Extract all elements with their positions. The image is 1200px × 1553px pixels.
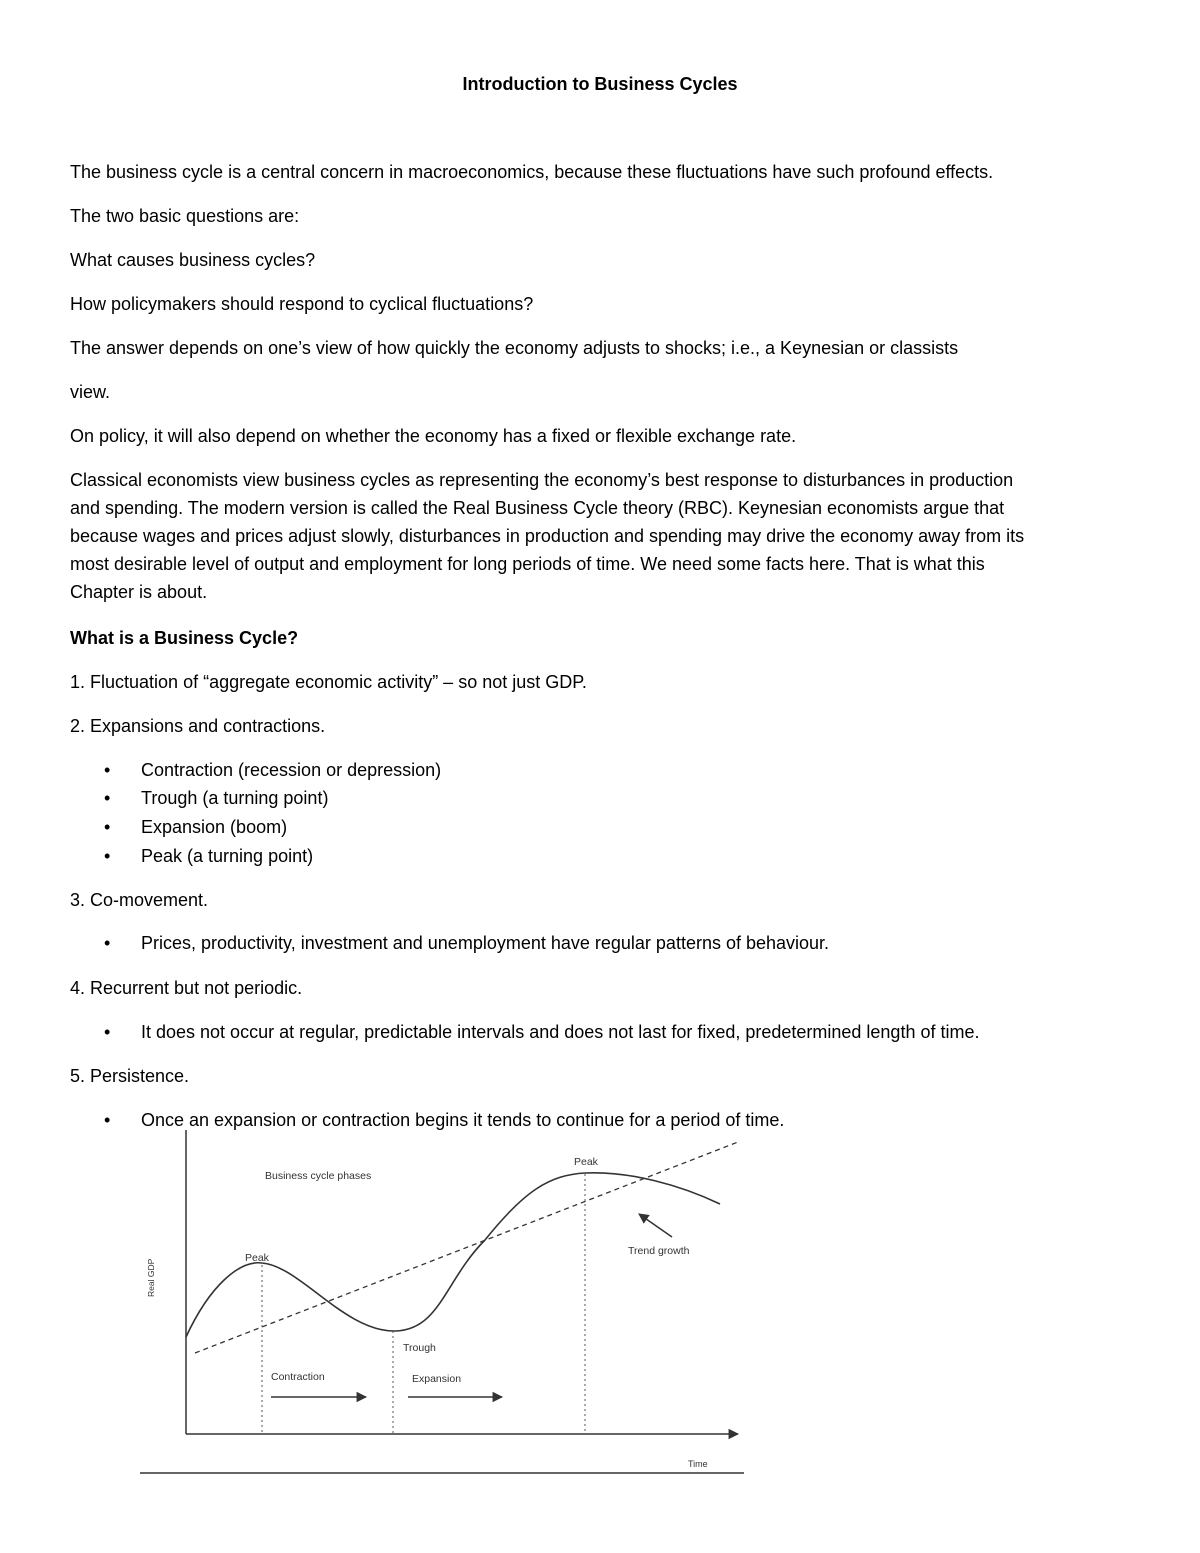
question-causes: What causes business cycles? (70, 250, 316, 270)
bullet-text: Prices, productivity, investment and unemployment have regular patterns of behaviour. (141, 933, 830, 953)
trend-arrow (639, 1214, 672, 1237)
business-cycle-diagram (140, 1130, 750, 1475)
bullet-glyph: • (104, 760, 111, 780)
bullet-text: Peak (a turning point) (141, 846, 314, 866)
expansion-label: Expansion (412, 1373, 462, 1385)
contraction-label: Contraction (271, 1371, 325, 1383)
bullet-glyph: • (104, 846, 111, 866)
y-axis-label: Real GDP (146, 1258, 156, 1297)
bullet-glyph: • (104, 933, 111, 953)
paragraph-questions: The two basic questions are: (70, 206, 300, 226)
bullet-text: Contraction (recession or depression) (141, 760, 442, 780)
trend-label: Trend growth (628, 1245, 690, 1257)
bullet-glyph: • (104, 788, 111, 808)
paragraph-line: most desirable level of output and employment for long periods of time. We need some facts here. That is what this (70, 554, 985, 574)
paragraph-line: and spending. The modern version is called the Real Business Cycle theory (RBC). Keynesian economists argue that (70, 498, 1005, 518)
question-policy: How policymakers should respond to cyclical fluctuations? (70, 294, 534, 314)
figure-title: Business cycle phases (265, 1170, 372, 1182)
peak1-label: Peak (245, 1252, 269, 1264)
peak2-label: Peak (574, 1156, 598, 1168)
paragraph-line: because wages and prices adjust slowly, disturbances in production and spending may drive the economy away from its (70, 526, 1025, 546)
list-item: 5. Persistence. (70, 1066, 190, 1086)
bullet-text: Expansion (boom) (141, 817, 288, 837)
page-title: Introduction to Business Cycles (462, 74, 738, 94)
paragraph-answer-cont: view. (70, 382, 111, 402)
bullet-text: Trough (a turning point) (141, 788, 329, 808)
business-cycle-figure (140, 1130, 750, 1475)
paragraph-line: Chapter is about. (70, 582, 208, 602)
section-heading: What is a Business Cycle? (70, 628, 299, 648)
list-item: 1. Fluctuation of “aggregate economic activity” – so not just GDP. (70, 672, 587, 692)
bullet-glyph: • (104, 1022, 111, 1042)
list-item: 4. Recurrent but not periodic. (70, 978, 303, 998)
list-item: 3. Co-movement. (70, 890, 209, 910)
paragraph-answer: The answer depends on one’s view of how quickly the economy adjusts to shocks; i.e., a Keynesian or classists (70, 338, 959, 358)
paragraph-line: Classical economists view business cycles as representing the economy’s best response to disturbances in production (70, 470, 1014, 490)
trough-label: Trough (403, 1342, 436, 1354)
paragraph-intro: The business cycle is a central concern in macroeconomics, because these fluctuations have such profound effects. (70, 162, 994, 182)
paragraph-classical (70, 466, 1130, 606)
bullet-text: It does not occur at regular, predictable intervals and does not last for fixed, predetermined length of time. (141, 1022, 980, 1042)
list-item: 2. Expansions and contractions. (70, 716, 326, 736)
paragraph-policy: On policy, it will also depend on whether the economy has a fixed or flexible exchange rate. (70, 426, 797, 446)
x-axis-label: Time (688, 1459, 708, 1469)
bullet-glyph: • (104, 1110, 111, 1130)
bullet-glyph: • (104, 817, 111, 837)
bullet-text: Once an expansion or contraction begins it tends to continue for a period of time. (141, 1110, 785, 1130)
